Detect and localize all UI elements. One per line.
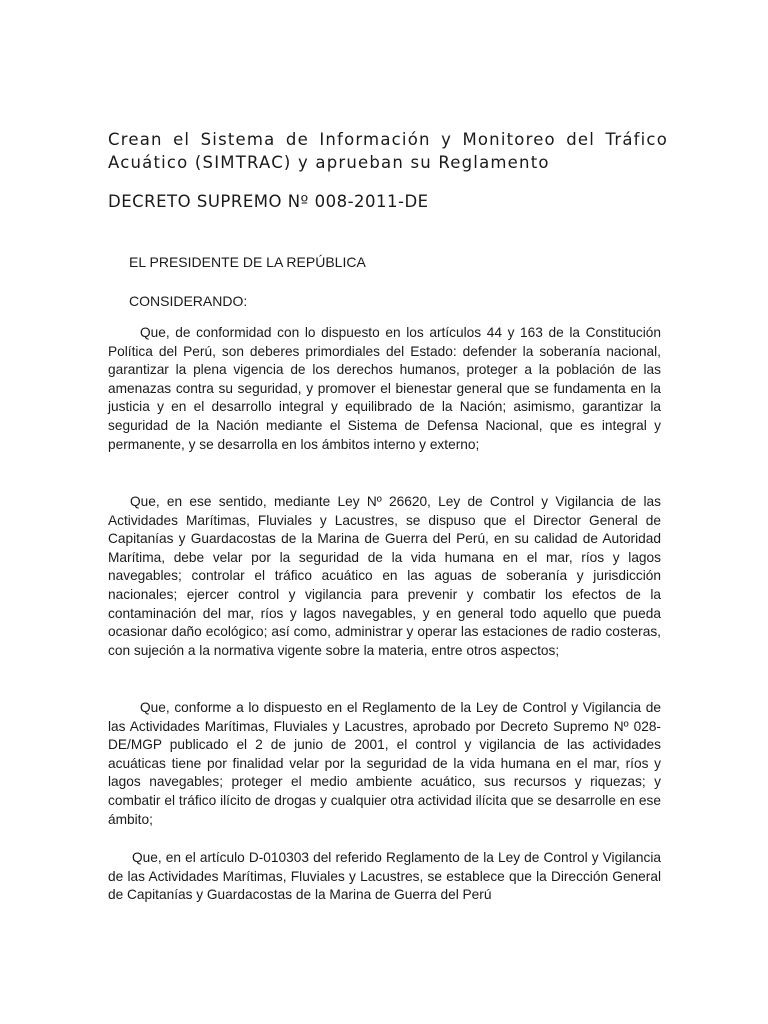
paragraph-1: Que, de conformidad con lo dispuesto en los artículos 44 y 163 de la Constitución Política del Perú, son deberes primordiales del Estado: defender la soberanía nacional, garantizar la plena vigencia de los derechos humanos, proteger a la población de las amenazas contra su seguridad, y promover el bienestar general que se fundamenta en la justicia y en el desarrollo integral y equilibrado de la Nación; asimismo, garantizar la seguridad de la Nación mediante el Sistema de Defensa Nacional, que es integral y permanente, y se desarrolla en los ámbitos interno y externo; <box>108 325 661 452</box>
paragraph-3: Que, conforme a lo dispuesto en el Reglamento de la Ley de Control y Vigilancia de las Actividades Marítimas, Fluviales y Lacustres, aprobado por Decreto Supremo Nº 028-DE/MGP publicado el 2 de junio de 2001, el control y vigilancia de las actividades acuáticas tiene por finalidad velar por la seguridad de la vida humana en el mar, ríos y lagos navegables; proteger el medio ambiente acuático, sus recursos y riquezas; y combatir el tráfico ilícito de drogas y cualquier otra actividad ilícita que se desarrolle en ese ámbito; <box>108 700 661 827</box>
document-title: Crean el Sistema de Información y Monitoreo del Tráfico Acuático (SIMTRAC) y aprueban su Reglamento <box>108 130 668 172</box>
president-heading: EL PRESIDENTE DE LA REPÚBLICA <box>129 254 366 270</box>
paragraph-4: Que, en el artículo D-010303 del referido Reglamento de la Ley de Control y Vigilancia de las Actividades Marítimas, Fluviales y Lacustres, se establece que la Dirección General de Capitanías y Guardacostas de la Marina de Guerra del Perú <box>108 850 661 903</box>
considerando-heading: CONSIDERANDO: <box>129 293 248 309</box>
decree-number: DECRETO SUPREMO Nº 008-2011-DE <box>108 192 429 211</box>
paragraph-2: Que, en ese sentido, mediante Ley Nº 26620, Ley de Control y Vigilancia de las Actividades Marítimas, Fluviales y Lacustres, se dispuso que el Director General de Capitanías y Guardacostas de la Marina de Guerra del Perú, en su calidad de Autoridad Marítima, debe velar por la seguridad de la vida humana en el mar, ríos y lagos navegables; controlar el tráfico acuático en las aguas de soberanía y jurisdicción nacionales; ejercer control y vigilancia para prevenir y combatir los efectos de la contaminación del mar, ríos y lagos navegables, y en general todo aquello que pueda ocasionar daño ecológico; así como, administrar y operar las estaciones de radio costeras, con sujeción a la normativa vigente sobre la materia, entre otros aspectos; <box>108 494 661 658</box>
